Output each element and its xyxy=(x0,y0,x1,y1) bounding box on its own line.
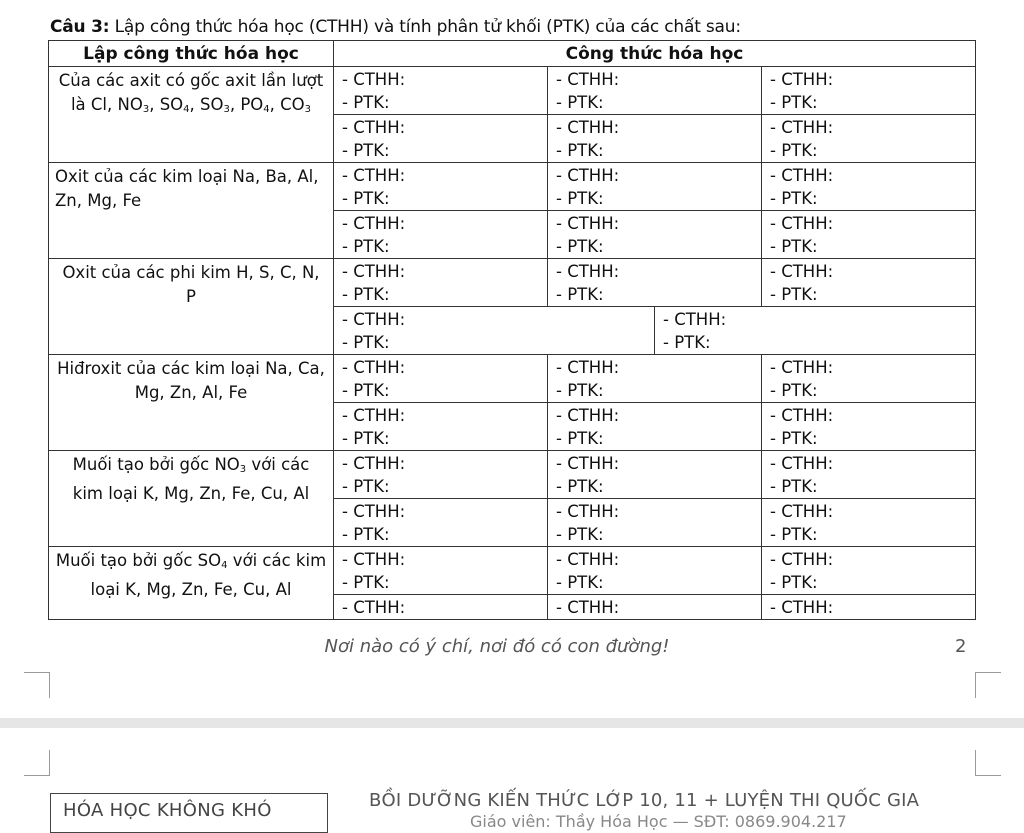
formula-cell[interactable]: - CTHH: - PTK: xyxy=(762,403,976,451)
table-row xyxy=(49,259,976,307)
table-row xyxy=(49,67,976,115)
formula-cell[interactable]: - CTHH: - PTK: xyxy=(334,547,548,595)
formula-cell[interactable]: - CTHH: - PTK: xyxy=(762,547,976,595)
formula-table xyxy=(48,40,976,620)
formula-cell[interactable]: - CTHH: xyxy=(334,595,548,620)
formula-cell[interactable]: - CTHH: - PTK: xyxy=(334,115,548,163)
row-label-nonmetal-oxides: Oxit của các phi kim H, S, C, N, P xyxy=(49,259,334,355)
page-number: 2 xyxy=(955,636,967,657)
formula-cell[interactable]: - CTHH: - PTK: xyxy=(334,259,548,307)
table-row xyxy=(49,451,976,499)
crop-mark-top-right xyxy=(975,672,1001,698)
formula-cell[interactable]: - CTHH: - PTK: xyxy=(334,67,548,115)
formula-cell[interactable]: - CTHH: - PTK: xyxy=(334,403,548,451)
formula-cell[interactable]: - CTHH: - PTK: xyxy=(548,115,762,163)
formula-cell[interactable]: - CTHH: xyxy=(548,595,762,620)
table-header-row xyxy=(49,41,976,67)
formula-cell[interactable]: - CTHH: - PTK: xyxy=(548,403,762,451)
question-heading xyxy=(50,16,741,38)
row-label-nitrate-salts: Muối tạo bởi gốc $NO_3$ với các kim loại K, Mg, Zn, Fe, Cu, Al xyxy=(49,451,334,547)
formula-cell[interactable]: - CTHH: - PTK: xyxy=(762,355,976,403)
formula-cell[interactable]: - CTHH: - PTK: xyxy=(334,163,548,211)
row-label-metal-oxides: Oxit của các kim loại Na, Ba, Al, Zn, Mg, Fe xyxy=(49,163,334,259)
crop-mark-bottom-left xyxy=(24,750,50,776)
formula-cell[interactable]: - CTHH: - PTK: xyxy=(655,307,976,355)
formula-cell[interactable]: - CTHH: - PTK: xyxy=(762,115,976,163)
formula-cell[interactable]: - CTHH: - PTK: xyxy=(548,163,762,211)
formula-cell[interactable]: - CTHH: - PTK: xyxy=(762,211,976,259)
header-right: Công thức hóa học xyxy=(334,41,976,67)
question-text: Lập công thức hóa học (CTHH) và tính phân tử khối (PTK) của các chất sau: xyxy=(109,17,741,37)
formula-cell[interactable]: - CTHH: - PTK: xyxy=(762,499,976,547)
crop-mark-bottom-right xyxy=(975,750,1001,776)
formula-cell[interactable]: - CTHH: - PTK: xyxy=(334,211,548,259)
formula-cell[interactable]: - CTHH: - PTK: xyxy=(762,67,976,115)
row-label-sulfate-salts: Muối tạo bởi gốc $SO_4$ với các kim loại K, Mg, Zn, Fe, Cu, Al xyxy=(49,547,334,620)
question-number: Câu 3: xyxy=(50,17,110,37)
formula-cell[interactable]: - CTHH: xyxy=(762,595,976,620)
footer-quote: Nơi nào có ý chí, nơi đó có con đường! xyxy=(324,636,670,657)
formula-cell[interactable]: - CTHH: - PTK: xyxy=(334,355,548,403)
formula-cell[interactable]: - CTHH: - PTK: xyxy=(548,547,762,595)
formula-cell[interactable]: - CTHH: - PTK: xyxy=(548,451,762,499)
row-label-acids: Của các axit có gốc axit lần lượt là Cl, $NO_3$, $SO_4$, $SO_3$, $PO_4$, $CO_3$ xyxy=(49,67,334,163)
table-row xyxy=(49,547,976,595)
label-part: Của các axit có gốc axit lần lượt là Cl, NO xyxy=(58,71,324,114)
next-page-title: BỒI DƯỠNG KIẾN THỨC LỚP 10, 11 + LUYỆN THI QUỐC GIA xyxy=(369,790,920,811)
formula-cell[interactable]: - CTHH: - PTK: xyxy=(548,499,762,547)
formula-cell[interactable]: - CTHH: - PTK: xyxy=(762,163,976,211)
table-row xyxy=(49,163,976,211)
formula-cell[interactable]: - CTHH: - PTK: xyxy=(334,451,548,499)
formula-cell[interactable]: - CTHH: - PTK: xyxy=(548,355,762,403)
formula-cell[interactable]: - CTHH: - PTK: xyxy=(762,451,976,499)
page-separator xyxy=(0,718,1024,728)
header-left: Lập công thức hóa học xyxy=(49,41,334,67)
row-label-hydroxides: Hiđroxit của các kim loại Na, Ca, Mg, Zn, Al, Fe xyxy=(49,355,334,451)
formula-cell[interactable]: - CTHH: - PTK: xyxy=(548,211,762,259)
crop-mark-top-left xyxy=(24,672,50,698)
table-row xyxy=(49,355,976,403)
formula-cell[interactable]: - CTHH: - PTK: xyxy=(548,259,762,307)
next-page-subtitle: Giáo viên: Thầy Hóa Học — SĐT: 0869.904.217 xyxy=(470,812,847,831)
formula-cell[interactable]: - CTHH: - PTK: xyxy=(334,499,548,547)
formula-cell[interactable]: - CTHH: - PTK: xyxy=(762,259,976,307)
formula-cell[interactable]: - CTHH: - PTK: xyxy=(334,307,655,355)
formula-cell[interactable]: - CTHH: - PTK: xyxy=(548,67,762,115)
brand-box: HÓA HỌC KHÔNG KHÓ xyxy=(50,793,328,833)
